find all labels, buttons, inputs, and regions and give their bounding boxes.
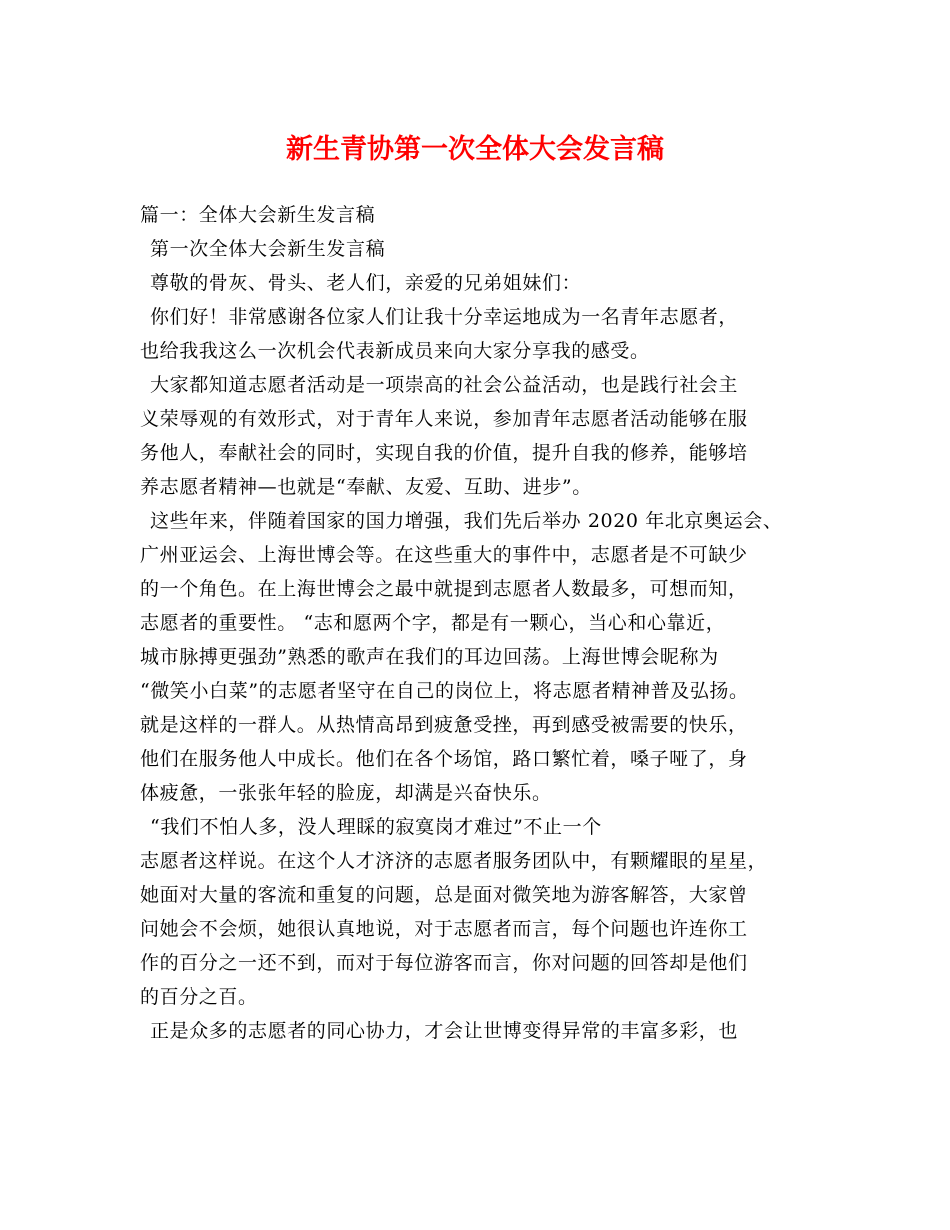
text-line: 篇一：全体大会新生发言稿 <box>140 204 376 226</box>
text-line: 城市脉搏更强劲”熟悉的歌声在我们的耳边回荡。上海世博会昵称为 <box>140 646 719 668</box>
text-line: 也给我我这么一次机会代表新成员来向大家分享我的感受。 <box>140 340 650 362</box>
text-line: 务他人，奉献社会的同时，实现自我的价值，提升自我的修养，能够培 <box>140 442 748 464</box>
text-line: 这些年来，伴随着国家的国力增强，我们先后举办 2020 年北京奥运会、 <box>150 510 783 532</box>
text-line: “我们不怕人多，没人理睬的寂寞岗才难过”不止一个 <box>150 816 602 838</box>
text-line: 尊敬的骨灰、骨头、老人们，亲爱的兄弟姐妹们： <box>150 272 582 294</box>
text-line: 的一个角色。在上海世博会之最中就提到志愿者人数最多，可想而知， <box>140 578 748 600</box>
text-line: 的百分之百。 <box>140 986 258 1008</box>
text-line: 正是众多的志愿者的同心协力，才会让世博变得异常的丰富多彩，也 <box>150 1020 739 1042</box>
text-line: 志愿者的重要性。 “志和愿两个字，都是有一颗心，当心和心靠近， <box>140 612 726 634</box>
text-line: 第一次全体大会新生发言稿 <box>150 238 386 260</box>
text-line: 义荣辱观的有效形式，对于青年人来说，参加青年志愿者活动能够在服 <box>140 408 748 430</box>
text-line: 志愿者这样说。在这个人才济济的志愿者服务团队中，有颗耀眼的星星， <box>140 850 768 872</box>
text-line: 他们在服务他人中成长。他们在各个场馆，路口繁忙着，嗓子哑了，身 <box>140 748 748 770</box>
text-line: “微笑小白菜”的志愿者坚守在自己的岗位上，将志愿者精神普及弘扬。 <box>140 680 749 702</box>
text-line: 你们好！非常感谢各位家人们让我十分幸运地成为一名青年志愿者， <box>150 306 739 328</box>
text-line: 体疲惫，一张张年轻的脸庞，却满是兴奋快乐。 <box>140 782 552 804</box>
text-line: 大家都知道志愿者活动是一项崇高的社会公益活动，也是践行社会主 <box>150 374 739 396</box>
text-line: 作的百分之一还不到，而对于每位游客而言，你对问题的回答却是他们 <box>140 952 748 974</box>
text-line: 问她会不会烦，她很认真地说，对于志愿者而言，每个问题也许连你工 <box>140 918 748 940</box>
text-line: 就是这样的一群人。从热情高昂到疲惫受挫，再到感受被需要的快乐， <box>140 714 748 736</box>
text-line: 她面对大量的客流和重复的问题，总是面对微笑地为游客解答，大家曾 <box>140 884 748 906</box>
text-line: 广州亚运会、上海世博会等。在这些重大的事件中，志愿者是不可缺少 <box>140 544 748 566</box>
document-body <box>140 198 825 1048</box>
document-title: 新生青协第一次全体大会发言稿 <box>286 134 664 165</box>
text-line: 养志愿者精神—也就是“奉献、友爱、互助、进步”。 <box>140 476 592 498</box>
